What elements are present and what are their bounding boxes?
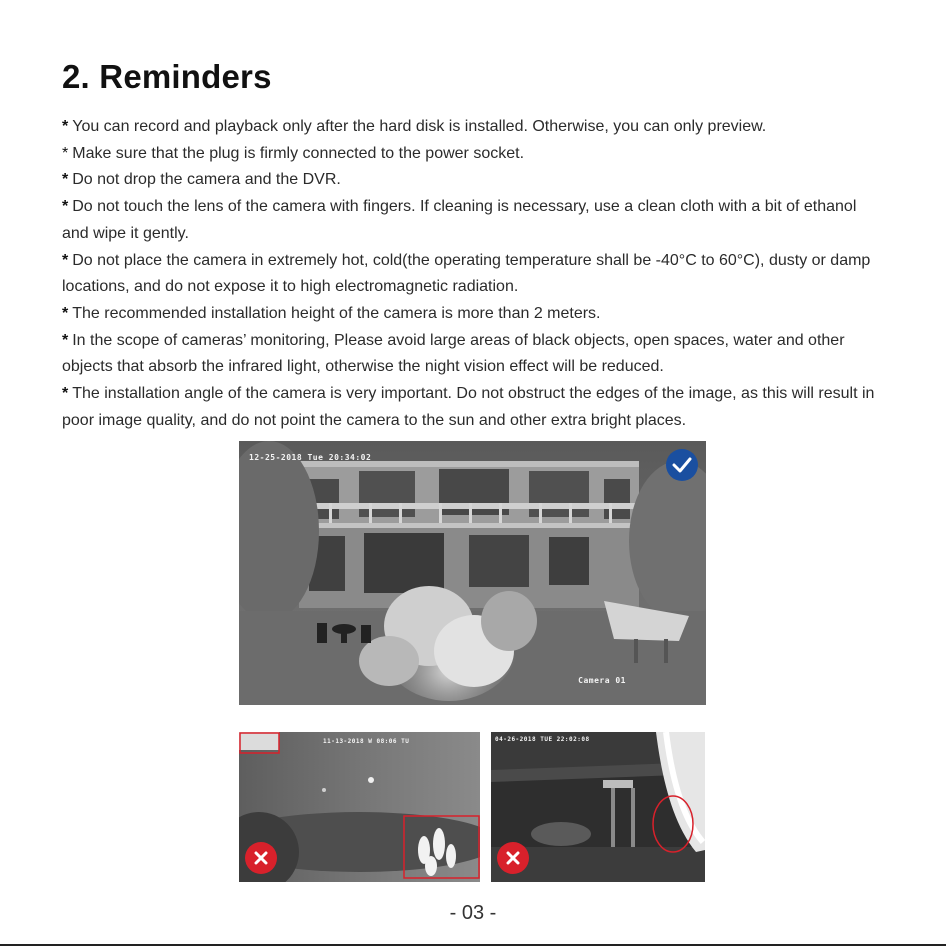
list-item <box>62 141 882 168</box>
reminder-text: The recommended installation height of the camera is more than 2 meters. <box>72 304 601 322</box>
bullet-marker: * <box>62 304 69 322</box>
check-icon <box>666 449 698 481</box>
night-vision-house-scene <box>239 441 706 705</box>
bullet-marker: * <box>62 171 69 189</box>
bullet-marker: * <box>62 144 69 162</box>
cross-icon <box>497 842 529 874</box>
bullet-marker: * <box>62 198 69 216</box>
list-item <box>62 114 882 141</box>
reminder-text: Do not drop the camera and the DVR. <box>72 171 341 189</box>
bullet-marker: * <box>62 385 69 403</box>
osd-timestamp: 12-25-2018 Tue 20:34:02 <box>249 453 372 462</box>
osd-timestamp: 11-13-2018 W 08:06 TU <box>323 738 410 745</box>
bullet-marker: * <box>62 331 69 349</box>
list-item <box>62 328 882 381</box>
list-item <box>62 167 882 194</box>
page-number: - 03 - <box>449 902 497 924</box>
bullet-marker: * <box>62 118 69 135</box>
reminder-text: In the scope of cameras’ monitoring, Please avoid large areas of black objects, open spaces, water and other objects that absorb the infrared light, otherwise the night vision effect will be reduced. <box>62 331 845 376</box>
reminder-text: The installation angle of the camera is very important. Do not obstruct the edges of the image, as this will result in poor image quality, and do not point the camera to the sun and other extra bright places. <box>62 385 875 429</box>
reminder-text: Do not place the camera in extremely hot, cold(the operating temperature shall be -40°C to 60°C), dusty or damp locations, and do not expose it to high electromagnetic radiation. <box>62 251 871 296</box>
reminders-list <box>62 114 882 434</box>
reminder-text: Do not touch the lens of the camera with fingers. If cleaning is necessary, use a clean cloth with a bit of ethanol and wipe it gently. <box>62 198 857 242</box>
reminder-text: Make sure that the plug is firmly connected to the power socket. <box>72 144 525 162</box>
bullet-marker: * <box>62 251 69 269</box>
reminder-text: You can record and playback only after the hard disk is installed. Otherwise, you can only preview. <box>72 118 767 135</box>
list-item <box>62 194 882 247</box>
list-item <box>62 301 882 328</box>
page-title: 2. Reminders <box>62 58 272 95</box>
osd-camera-label: Camera 01 <box>578 676 626 685</box>
correct-example-photo <box>239 441 706 705</box>
osd-timestamp: 04-26-2018 TUE 22:02:08 <box>495 736 590 743</box>
cross-icon <box>245 842 277 874</box>
list-item <box>62 381 882 434</box>
wrong-example-photo-bright-edge <box>491 732 705 882</box>
wrong-example-photo-obstructed <box>239 732 480 882</box>
list-item <box>62 248 882 301</box>
